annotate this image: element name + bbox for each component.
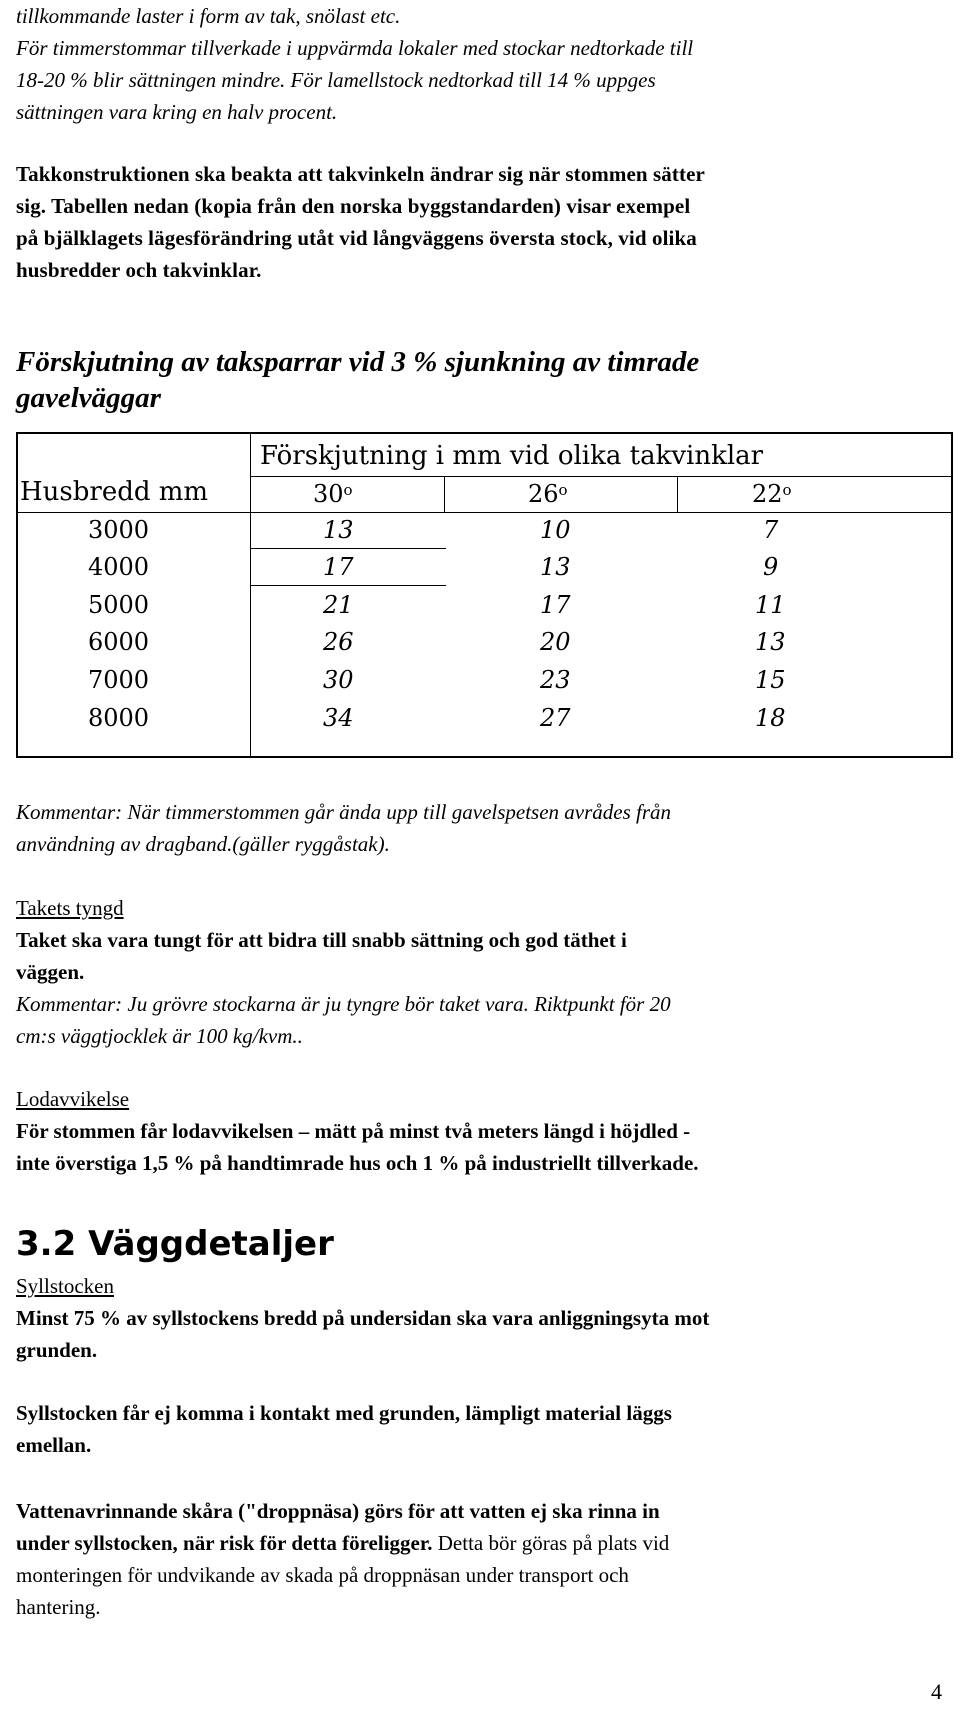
takkonstruktion-line: husbredder och takvinklar. — [16, 258, 262, 282]
table-cell-value: 26 — [323, 628, 354, 656]
syllstocken-section — [16, 1270, 946, 1366]
comment-line: användning av dragband.(gäller ryggåstak). — [16, 832, 390, 856]
table-cell-value: 17 — [540, 591, 571, 619]
table-cell-value: 10 — [540, 516, 571, 544]
table-title — [16, 344, 916, 416]
table-divider — [250, 434, 251, 756]
takets-tyngd-section — [16, 892, 936, 1052]
table-cell-width: 5000 — [88, 591, 150, 619]
takkonstruktion-line: på bjälklagets lägesförändring utåt vid långväggens översta stock, vid olika — [16, 226, 697, 250]
syllstocken-paragraph-2 — [16, 1397, 946, 1461]
displacement-table — [16, 432, 953, 758]
syllstocken-heading: Syllstocken — [16, 1274, 114, 1298]
lodavvikelse-heading: Lodavvikelse — [16, 1087, 130, 1111]
table-cell-value: 7 — [763, 516, 779, 544]
table-group-header: Förskjutning i mm vid olika takvinklar — [260, 441, 764, 471]
intro-paragraph — [16, 0, 916, 128]
page-number: 4 — [931, 1679, 942, 1704]
table-row-header: Husbredd mm — [20, 477, 209, 507]
intro-line: 18-20 % blir sättningen mindre. För lamellstock nedtorkad till 14 % uppges — [16, 68, 656, 92]
taket-line: väggen. — [16, 960, 85, 984]
table-cell-value: 30 — [323, 666, 354, 694]
table-cell-value: 18 — [755, 704, 786, 732]
syllstocken-line: Minst 75 % av syllstockens bredd på undersidan ska vara anliggningsyta mot — [16, 1306, 710, 1330]
table-cell-value: 11 — [755, 591, 786, 619]
table-cell-width: 7000 — [88, 666, 150, 694]
takkonstruktion-paragraph — [16, 158, 936, 286]
section-heading: 3.2 Väggdetaljer — [16, 1224, 334, 1264]
table-title-line: Förskjutning av taksparrar vid 3 % sjunkning av timrade — [16, 346, 700, 378]
intro-line: sättningen vara kring en halv procent. — [16, 100, 338, 124]
table-cell-value: 21 — [323, 591, 354, 619]
table-title-line: gavelväggar — [16, 382, 161, 414]
table-cell-width: 4000 — [88, 553, 150, 581]
vatten-paragraph — [16, 1495, 916, 1623]
table-divider — [250, 476, 951, 477]
intro-line: För timmerstommar tillverkade i uppvärmda lokaler med stockar nedtorkade till — [16, 36, 694, 60]
table-comment — [16, 796, 936, 860]
table-cell-value: 15 — [755, 666, 786, 694]
takets-tyngd-heading: Takets tyngd — [16, 896, 124, 920]
lodavvikelse-line: För stommen får lodavvikelsen – mätt på minst två meters längd i höjdled - — [16, 1119, 691, 1143]
taket-line: Taket ska vara tungt för att bidra till snabb sättning och god täthet i — [16, 928, 627, 952]
table-cell-width: 6000 — [88, 628, 150, 656]
vatten-line: hantering. — [16, 1595, 101, 1619]
syllstocken-line: Syllstocken får ej komma i kontakt med grunden, lämpligt material läggs — [16, 1401, 672, 1425]
table-divider — [677, 476, 678, 512]
lodavvikelse-line: inte överstiga 1,5 % på handtimrade hus och 1 % på industriellt tillverkade. — [16, 1151, 699, 1175]
angle-header: 30$^o$ — [313, 480, 353, 508]
table-cell-width: 3000 — [88, 516, 150, 544]
table-divider — [444, 476, 445, 512]
vatten-line: Vattenavrinnande skåra ("droppnäsa) görs för att vatten ej ska rinna in — [16, 1499, 660, 1523]
table-cell-value: 13 — [323, 516, 354, 544]
takkonstruktion-line: Takkonstruktionen ska beakta att takvinkeln ändrar sig när stommen sätter — [16, 162, 705, 186]
table-cell-value: 20 — [540, 628, 571, 656]
table-cell-value: 23 — [540, 666, 571, 694]
vatten-line: monteringen för undvikande av skada på droppnäsan under transport och — [16, 1563, 629, 1587]
comment-line: Kommentar: När timmerstommen går ända upp till gavelspetsen avrådes från — [16, 800, 672, 824]
table-cell-value: 9 — [763, 553, 779, 581]
lodavvikelse-section — [16, 1083, 946, 1179]
syllstocken-line: grunden. — [16, 1338, 98, 1362]
table-cell-value: 13 — [755, 628, 786, 656]
vatten-line: under syllstocken, när risk för detta föreligger. Detta bör göras på plats vid — [16, 1531, 670, 1555]
intro-line: tillkommande laster i form av tak, snölast etc. — [16, 4, 401, 28]
taket-comment: cm:s väggtjocklek är 100 kg/kvm.. — [16, 1024, 303, 1048]
taket-comment: Kommentar: Ju grövre stockarna är ju tyngre bör taket vara. Riktpunkt för 20 — [16, 992, 671, 1016]
table-divider — [18, 512, 951, 513]
syllstocken-line: emellan. — [16, 1433, 92, 1457]
table-cell-value: 17 — [323, 553, 354, 581]
angle-header: 26$^o$ — [528, 480, 568, 508]
table-cell-width: 8000 — [88, 704, 150, 732]
table-cell-value: 13 — [540, 553, 571, 581]
table-cell-value: 34 — [323, 704, 354, 732]
angle-header: 22$^o$ — [752, 480, 792, 508]
takkonstruktion-line: sig. Tabellen nedan (kopia från den norska byggstandarden) visar exempel — [16, 194, 691, 218]
table-cell-value: 27 — [540, 704, 571, 732]
